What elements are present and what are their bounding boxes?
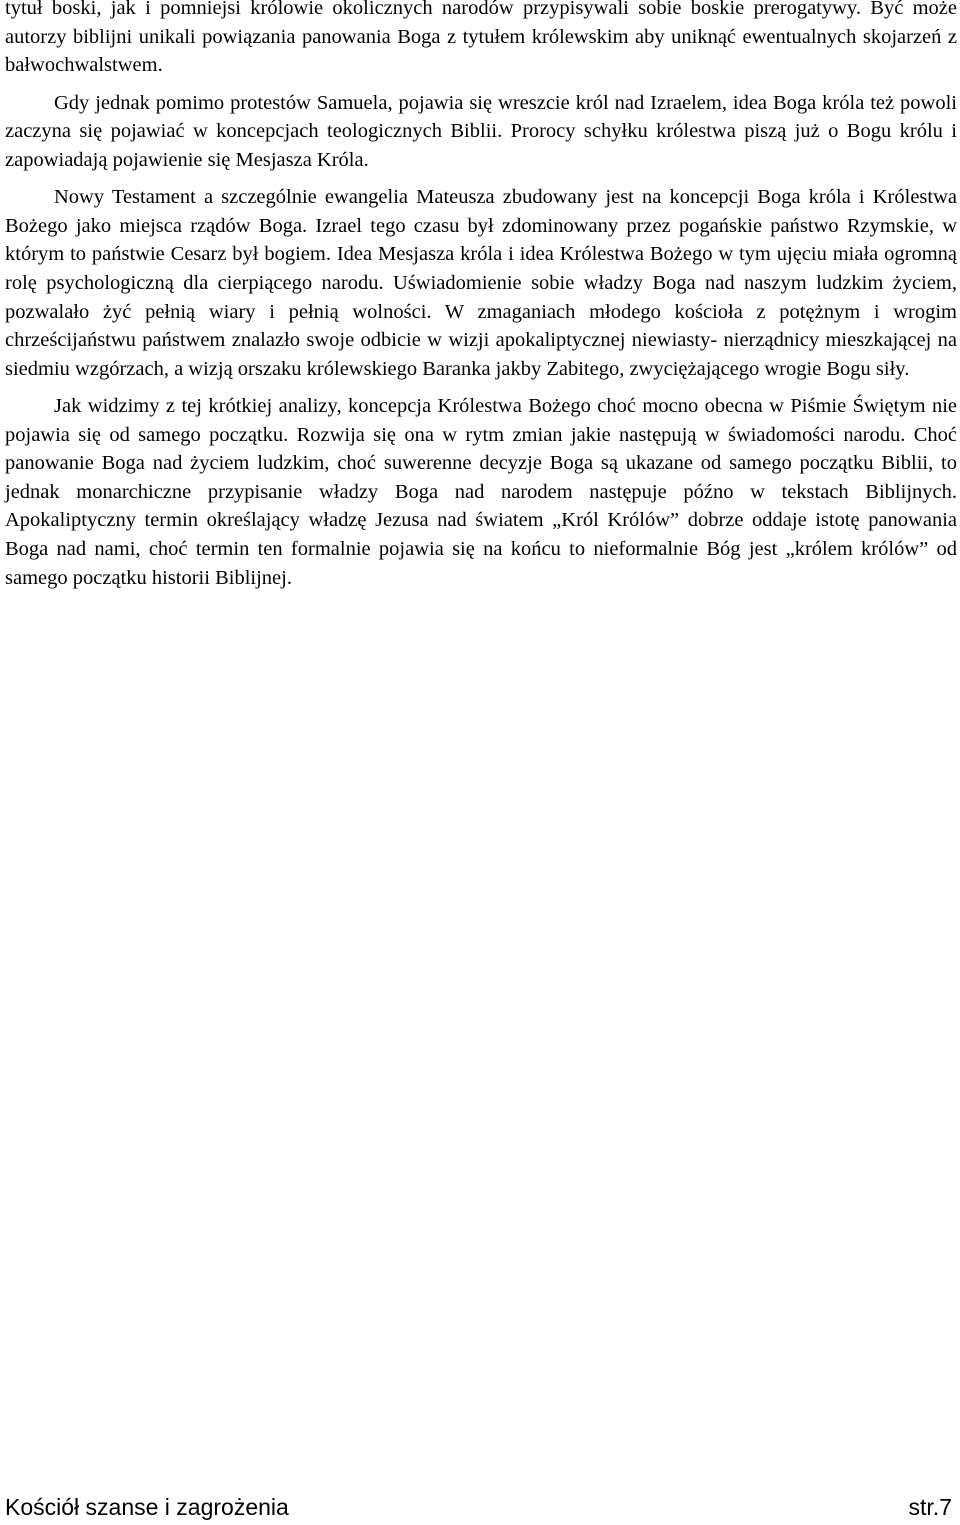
page-number: str.7 [908, 1494, 952, 1520]
document-body [5, 0, 957, 601]
paragraph-conclusion: Jak widzimy z tej krótkiej analizy, koncepcja Królestwa Bożego choć mocno obecna w Piśmie Świętym nie pojawia się od samego początku. Rozwija się ona w rytm zmian jakie następują w świadomości narodu. Choć panowanie Boga nad życiem ludzkim, choć suwerenne decyzje Boga są ukazane od samego początku Biblii, to jednak monarchiczne przypisanie władzy Boga nad narodem następuje późno w tekstach Biblijnych. Apokaliptyczny termin określający władzę Jezusa nad światem „Król Królów” dobrze oddaje istotę panowania Boga nad nami, choć termin ten formalnie pojawia się na końcu to nieformalnie Bóg jest „królem królów” od samego początku historii Biblijnej. [5, 395, 957, 589]
page-footer [5, 1491, 952, 1523]
footer-title: Kościół szanse i zagrożenia [5, 1494, 289, 1520]
paragraph-continuation: tytuł boski, jak i pomniejsi królowie okolicznych narodów przypisywali sobie boskie prerogatywy. Być może autorzy biblijni unikali powiązania panowania Boga z tytułem królewskim aby uniknąć ewentualnych skojarzeń z bałwochwalstwem. [5, 0, 957, 77]
paragraph-samuel-king: Gdy jednak pomimo protestów Samuela, pojawia się wreszcie król nad Izraelem, idea Boga króla też powoli zaczyna się pojawiać w koncepcjach teologicznych Biblii. Prorocy schyłku królestwa piszą już o Bogu królu i zapowiadają pojawienie się Mesjasza Króla. [5, 91, 957, 171]
paragraph-new-testament: Nowy Testament a szczególnie ewangelia Mateusza zbudowany jest na koncepcji Boga króla i Królestwa Bożego jako miejsca rządów Boga. Izrael tego czasu był zdominowany przez pogańskie państwo Rzymskie, w którym to państwie Cesarz był bogiem. Idea Mesjasza króla i idea Królestwa Bożego w tym ujęciu miała ogromną rolę psychologiczną dla cierpiącego narodu. Uświadomienie sobie władzy Boga nad naszym ludzkim życiem, pozwalało żyć pełnią wiary i pełnią wolności. W zmaganiach młodego kościoła z potężnym i wrogim chrześcijaństwu państwem znalazło swoje odbicie w wizji apokaliptycznej niewiasty- nierządnicy mieszkającej na siedmiu wzgórzach, a wizją orszaku królewskiego Baranka jakby Zabitego, zwyciężającego wrogie Bogu siły. [5, 186, 957, 380]
